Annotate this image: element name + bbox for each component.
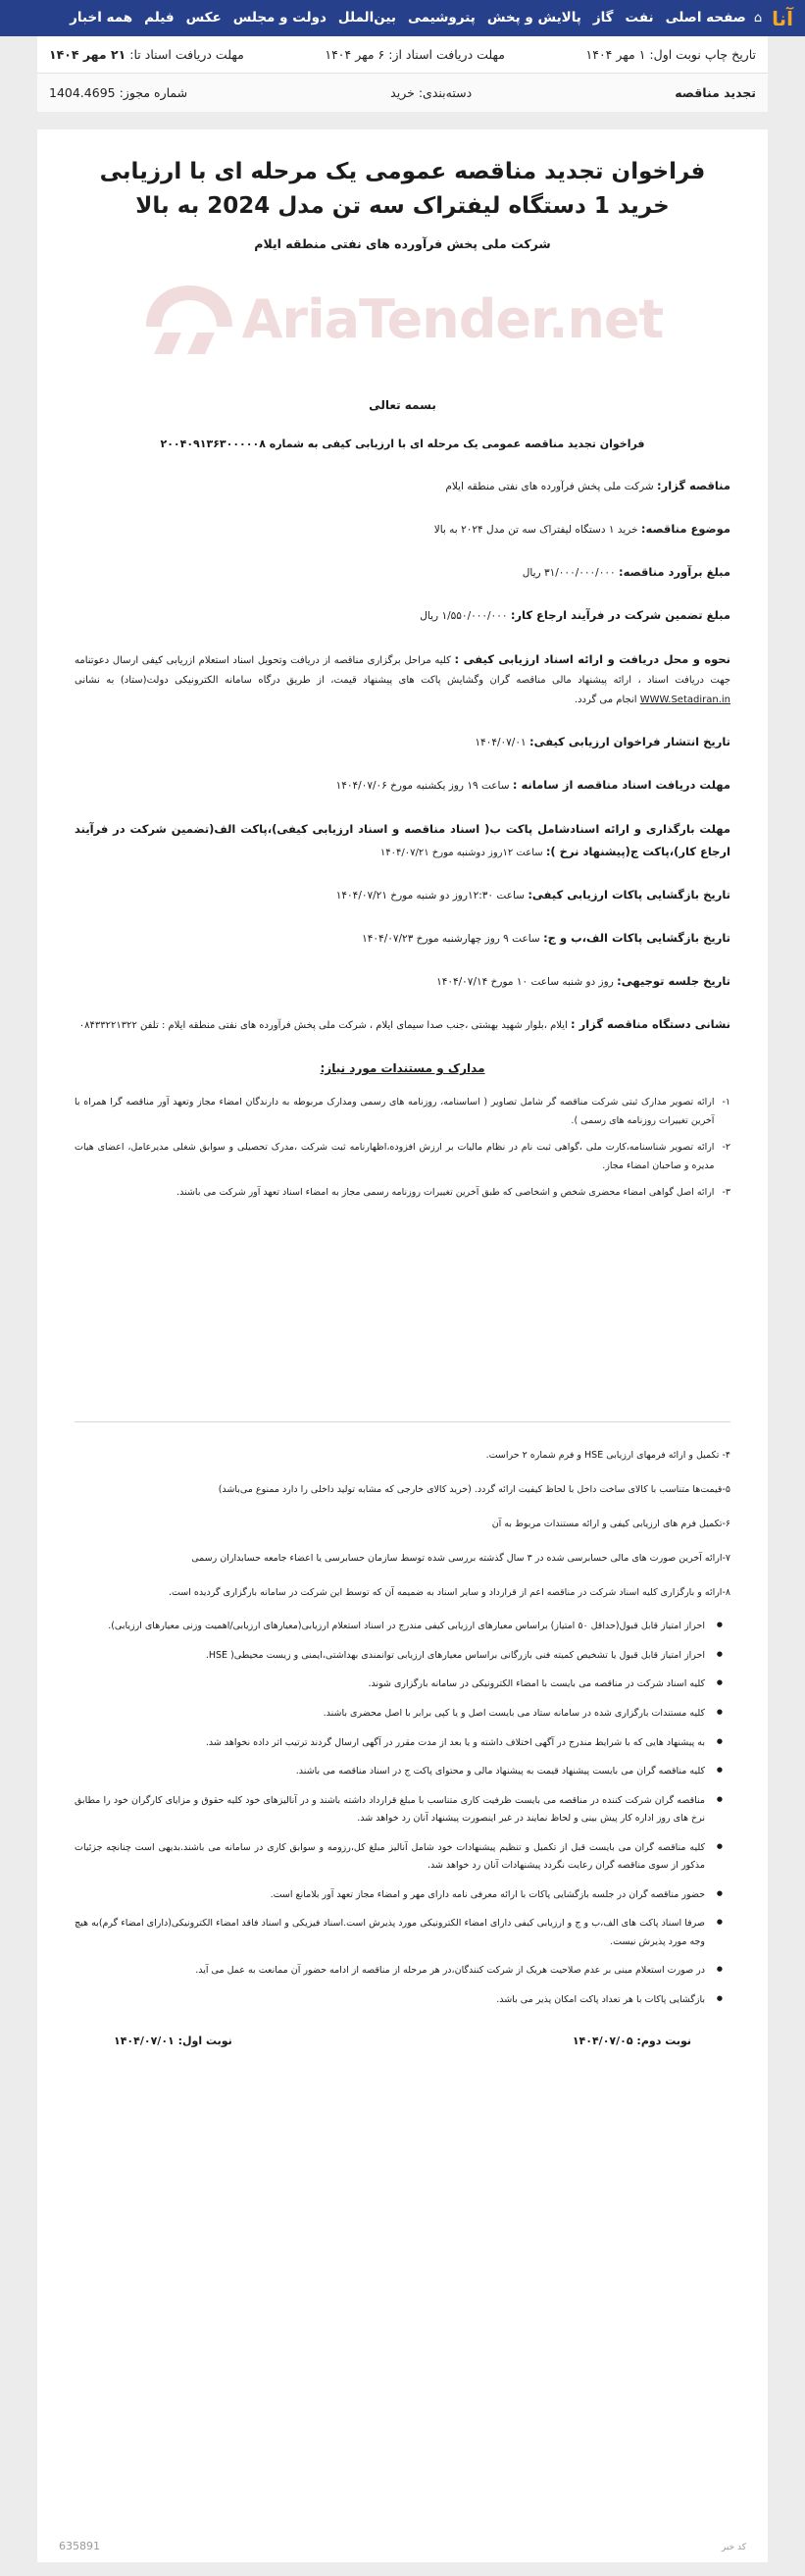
requirement-item-5: ۵-قیمت‌ها متناسب با کالای ساخت داخل با لحاظ کیفیت ارائه گردد. (خرید کالای خارجی که مشابه تولید داخلی را دارد ممنوع می‌باشد) <box>218 1484 730 1496</box>
requirement-item-7: ۷-ارائه آخرین صورت های مالی حسابرسی شده در ۳ سال گذشته بررسی شده توسط سازمان حسابرسی یا اعضاء جامعه حسابداران رسمی <box>191 1553 730 1565</box>
docs-from-label: مهلت دریافت اسناد از: <box>388 47 505 62</box>
receive-deadline-label: مهلت دریافت اسناد مناقصه از سامانه : <box>512 777 730 792</box>
round-two-cell <box>573 2035 691 2047</box>
list-item: ● در صورت استعلام مبنی بر عدم صلاحیت هریک از شرکت کنندگان،در هر مرحله از مناقصه از ادامه حضور آن ممانعت به عمل می آید. <box>75 1962 730 1981</box>
nav-item-government-parliament[interactable]: دولت و مجلس <box>232 9 327 26</box>
home-icon[interactable]: ⌂ <box>753 11 763 26</box>
submission-method-text-b: انجام می گردد. <box>574 694 637 705</box>
estimate-line <box>75 562 730 584</box>
section-divider <box>75 1421 730 1422</box>
upload-deadline-label: مهلت بارگذاری و ارائه اسنادشامل پاکت ب( اسناد مناقصه و اسناد ارزیابی کیفی)،پاکت الف(تضمین شرکت در فرآیند ارجاع کار)،پاکت ج(پیشنهاد نرخ ): <box>75 821 730 858</box>
list-item: ● احراز امتیاز قابل قبول یا تشخیص کمیته فنی بازرگانی براساس معیارهای ارزیابی توانمندی بهداشتی،ایمنی و زیست محیطی( HSE. <box>75 1647 730 1666</box>
nav-item-gas[interactable]: گاز <box>592 9 614 26</box>
nav-item-photo[interactable]: عکس <box>185 9 222 26</box>
tender-type-badge: تجدید مناقصه <box>675 85 756 100</box>
docs-from-value: ۶ مهر ۱۴۰۴ <box>325 47 385 62</box>
page-subtitle: شرکت ملی پخش فرآورده های نفتی منطقه ایلام <box>254 236 551 251</box>
employer-line <box>75 476 730 497</box>
page-title-block <box>61 155 744 251</box>
list-item: ● کلیه اسناد شرکت در مناقصه می بایست با امضاء الکترونیکی در سامانه بارگزاری شوند. <box>75 1675 730 1694</box>
page-title-line2: خرید 1 دستگاه لیفتراک سه تن مدل 2024 به بالا <box>135 192 670 219</box>
docs-until-label: مهلت دریافت اسناد تا: <box>129 47 244 62</box>
news-id-value: 635891 <box>59 2540 100 2552</box>
tender-permit-label: شماره مجوز: <box>119 85 188 100</box>
list-item-marker: ۳- <box>722 1187 730 1199</box>
bismillah-text: بسمه تعالی <box>369 398 436 412</box>
receive-deadline-value: ساعت ۱۹ روز یکشنبه مورخ ۱۴۰۴/۰۷/۰۶ <box>335 779 510 792</box>
tender-dates-strip <box>37 36 768 74</box>
top-navigation-bar <box>0 0 805 36</box>
nav-item-oil[interactable]: نفت <box>625 9 654 26</box>
estimate-value: ۳۱/۰۰۰/۰۰۰/۰۰۰ ریال <box>522 566 616 579</box>
round-one-value: ۱۴۰۴/۰۷/۰۱ <box>114 2035 175 2048</box>
news-id-label: کد خبر <box>721 2543 746 2552</box>
nav-item-all-news[interactable]: همه اخبار <box>70 9 133 26</box>
publish-date-line <box>75 732 730 753</box>
briefing-meeting-label: تاریخ جلسه توجیهی: <box>617 973 730 988</box>
subject-line <box>75 519 730 541</box>
tender-category-cell <box>390 85 472 100</box>
nav-item-home[interactable]: صفحه اصلی <box>665 9 746 26</box>
conditions-bullet-list <box>75 1618 730 2009</box>
list-item: ● به پیشنهاد هایی که با شرایط مندرج در آگهی اختلاف داشته و یا بعد از مدت مقرر در آگهی ارسال گردند ترتیب اثر داده نخواهد شد. <box>75 1734 730 1753</box>
round-two-value: ۱۴۰۴/۰۷/۰۵ <box>572 2035 633 2048</box>
watermark-text: AriaTender.net <box>241 288 664 350</box>
guarantee-value: ۱/۵۵۰/۰۰۰/۰۰۰ ریال <box>420 609 508 622</box>
list-item: ● کلیه مناقصه گران می بایست پیشنهاد قیمت به پیشنهاد مالی و محتوای پاکت ج در اسناد مناقصه می باشند. <box>75 1763 730 1781</box>
employer-address-line <box>75 1013 730 1036</box>
requirement-item-8: ۸-ارائه و بارگزاری کلیه اسناد شرکت در مناقصه اعم از قرارداد و سایر اسناد به ضمیمه آن که توسط این شرکت در سامانه بارگزاری گردیده است. <box>168 1587 730 1599</box>
list-item <box>75 1183 730 1202</box>
list-item: ● احراز امتیاز قابل قبول(حداقل ۵۰ امتیاز) براساس معیارهای ارزیابی کیفی مندرج در اسناد استعلام ارزیابی(معیارهای ارزیابی/اهمیت وزنی معیارهای ارزیابی). <box>75 1618 730 1636</box>
employer-phone-value: ۰۸۴۳۳۲۲۱۳۲۲ <box>78 1020 137 1032</box>
round-one-label: نوبت اول: <box>177 2035 232 2048</box>
print-date-label: تاریخ چاپ نوبت اول: <box>649 47 756 62</box>
open-abj-envelope-value: ساعت ۹ روز چهارشنبه مورخ ۱۴۰۴/۰۷/۲۳ <box>362 932 540 945</box>
list-item-text: ارائه تصویر شناسنامه،کارت ملی ،گواهی ثبت نام در نظام مالیات بر ارزش افزوده،اظهارنامه ثبت شرکت ،مدرک تحصیلی و سوابق شغلی مدیرعامل، اعضای هیات مدیره و صاحبان امضاء مجاز. <box>75 1142 715 1172</box>
tender-meta-strip <box>37 74 768 112</box>
tender-headline: فراخوان تجدید مناقصه عمومی یک مرحله ای با ارزیابی کیفی به شماره ۲۰۰۴۰۹۱۳۶۳۰۰۰۰۰۸ <box>160 438 645 450</box>
publication-rounds-footer <box>75 2035 730 2047</box>
employer-value: شرکت ملی پخش فرآورده های نفتی منطقه ایلام <box>445 481 654 492</box>
list-item: ● کلیه مستندات بارگزاری شده در سامانه ستاد می بایست اصل و یا کپی برابر با اصل محضری باشند. <box>75 1705 730 1724</box>
nav-item-petrochemical[interactable]: پتروشیمی <box>407 9 476 26</box>
tender-document-body <box>61 398 744 2047</box>
nav-item-video[interactable]: فیلم <box>144 9 175 26</box>
site-logo[interactable]: آنا <box>772 6 793 30</box>
estimate-label: مبلغ برآورد مناقصه: <box>618 564 730 579</box>
open-abj-envelope-label: تاریخ بازگشایی پاکات الف،ب و ج: <box>543 930 730 945</box>
upload-deadline-line <box>75 818 730 863</box>
page-title-line1: فراخوان تجدید مناقصه عمومی یک مرحله ای با ارزیابی <box>99 159 706 184</box>
open-quality-envelope-label: تاریخ بازگشایی پاکات ارزیابی کیفی: <box>528 887 730 902</box>
nav-item-refining-distribution[interactable]: پالایش و پخش <box>486 9 581 26</box>
required-documents-heading: مدارک و مستندات مورد نیاز: <box>320 1061 485 1076</box>
docs-until-value: ۲۱ مهر ۱۴۰۴ <box>49 47 126 62</box>
required-documents-list <box>75 1093 730 1202</box>
docs-from-cell <box>325 47 505 62</box>
employer-address-value: ایلام ،بلوار شهید بهشتی ،جنب صدا سیمای ایلام ، شرکت ملی پخش فرآورده های نفتی منطقه ایلام : تلفن <box>140 1020 568 1032</box>
round-one-cell <box>114 2035 232 2047</box>
upload-deadline-value: ساعت ۱۲روز دوشنبه مورخ ۱۴۰۴/۰۷/۲۱ <box>379 847 543 858</box>
tender-permit-value: 1404.4695 <box>49 85 116 100</box>
guarantee-line <box>75 605 730 627</box>
list-item-text: ارائه اصل گواهی امضاء محضری شخص و اشخاصی که طبق آخرین تغییرات روزنامه رسمی مجاز به امضاء اسناد تعهد آور شرکت می باشند. <box>176 1187 715 1199</box>
tender-permit-cell <box>49 85 187 100</box>
open-quality-envelope-line <box>75 885 730 906</box>
list-item-marker: ۱- <box>722 1097 730 1108</box>
tender-document-card <box>37 129 768 2562</box>
open-quality-envelope-value: ساعت ۱۲:۳۰روز دو شنبه مورخ ۱۴۰۴/۰۷/۲۱ <box>335 889 525 902</box>
list-item: ● بازگشایی پاکات با هر تعداد پاکت امکان پذیر می باشد. <box>75 1991 730 2010</box>
briefing-meeting-value: روز دو شنبه ساعت ۱۰ مورخ ۱۴۰۴/۰۷/۱۴ <box>436 975 614 988</box>
page-break-spacer <box>75 1221 730 1398</box>
setadiran-link[interactable]: WWW.Setadiran.in <box>639 694 730 705</box>
print-date-value: ۱ مهر ۱۴۰۴ <box>585 47 646 62</box>
subject-label: موضوع مناقصه: <box>640 521 730 536</box>
requirement-item-4: ۴- تکمیل و ارائه فرمهای ارزیابی HSE و فرم شماره ۲ حراست. <box>485 1450 730 1462</box>
tender-category-value: خرید <box>390 85 415 100</box>
publish-date-value: ۱۴۰۴/۰۷/۰۱ <box>475 736 527 748</box>
list-item: ● مناقصه گران شرکت کننده در مناقصه می بایست ظرفیت کاری متناسب با مبلغ قرارداد داشته باشند و در آنالیزهای خود کلیه حقوق و مزایای کارگران خود را مطابق نرخ های روز اداره کار پیش بینی و لحاظ نمایند در غیر اینصورت پیشنهاد آنان رد خواهد شد. <box>75 1792 730 1829</box>
list-item-text: ارائه تصویر مدارک ثبتی شرکت مناقصه گر شامل تصاویر ( اساسنامه، روزنامه های رسمی ومدارک مربوطه به دارندگان امضاء مجاز وتعهد آور مناقصه گرا همراه با آخرین تغییرات روزنامه های رسمی ). <box>75 1097 715 1127</box>
employer-label: مناقصه گزار: <box>657 479 730 492</box>
briefing-meeting-line <box>75 971 730 993</box>
subject-value: خرید ۱ دستگاه لیفتراک سه تن مدل ۲۰۲۴ به بالا <box>433 523 638 536</box>
guarantee-label: مبلغ تضمین شرکت در فرآیند ارجاع کار: <box>510 607 730 622</box>
round-two-label: نوبت دوم: <box>636 2035 691 2048</box>
watermark <box>37 282 768 358</box>
employer-address-label: نشانی دستگاه مناقصه گزار : <box>571 1017 730 1032</box>
open-abj-envelope-line <box>75 928 730 950</box>
submission-method-label: نحوه و محل دریافت و ارائه اسناد ارزیابی کیفی : <box>454 651 730 666</box>
requirement-item-6: ۶-تکمیل فرم های ارزیابی کیفی و ارائه مستندات مربوط به آن <box>491 1519 730 1530</box>
list-item: ● صرفا اسناد پاکت های الف،ب و ج و ارزیابی کیفی دارای امضاء الکترونیکی مورد پذیرش است.اسناد فیزیکی و اسناد فاقد امضاء الکترونیکی(دارای امضاء گرم)به هیچ وجه مورد پذیرش نیست. <box>75 1915 730 1951</box>
watermark-logo-icon <box>142 282 236 358</box>
receive-deadline-line <box>75 775 730 797</box>
submission-method-paragraph <box>75 648 730 710</box>
list-item: ● حضور مناقصه گران در جلسه بازگشایی پاکات با ارائه معرفی نامه دارای مهر و امضاء مجاز تعهد آور بلامانع است. <box>75 1886 730 1905</box>
submission-method-text-a: کلیه مراحل برگزاری مناقصه از دریافت وتحویل اسناد استعلام ازریابی کیفی ارسال دعوتنامه جهت دریافت اسناد ، ارائه پیشنهاد مالی مناقصه گران وگشایش پاکت های پیشنهاد قیمت، از طریق درگاه سامانه الکترونیکی دولت(ستاد) به نشانی <box>75 654 730 686</box>
list-item <box>75 1093 730 1130</box>
list-item-marker: ۲- <box>722 1142 730 1154</box>
nav-item-international[interactable]: بین‌الملل <box>337 9 396 26</box>
docs-until-cell <box>49 47 244 62</box>
list-item: ● کلیه مناقصه گران می بایست قبل از تکمیل و تنظیم پیشنهادات خود شامل آنالیز مبلغ کل،رزومه و سوابق کاری در سامانه می باشند.بدیهی است چنانچه جزئیات مذکور از سوی مناقصه گران رعایت نگردد پیشنهادات آنان رد خواهد شد. <box>75 1839 730 1876</box>
publish-date-label: تاریخ انتشار فراخوان ارزیابی کیفی: <box>528 734 730 748</box>
list-item <box>75 1138 730 1175</box>
print-date-cell <box>586 47 756 62</box>
tender-category-label: دسته‌بندی: <box>418 85 473 100</box>
